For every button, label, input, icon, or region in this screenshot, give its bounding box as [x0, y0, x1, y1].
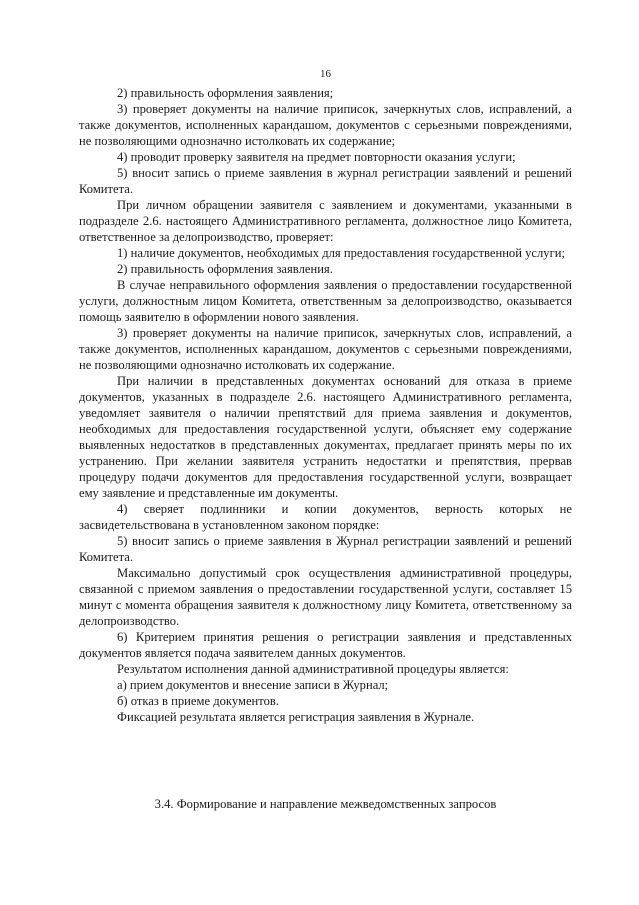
- paragraph: 3) проверяет документы на наличие приписок, зачеркнутых слов, исправлений, а также документов, исполненных карандашом, документов с серьезными повреждениями, не позволяющими однозначно истолковать их содержание;: [79, 102, 572, 148]
- paragraph: При наличии в представленных документах оснований для отказа в приеме документов, указанных в подразделе 2.6. настоящего Административного регламента, уведомляет заявителя о наличии препятствий для приема заявления и документов, необходимых для предоставления государственной услуги, объясняет ему содержание выявленных недостатков в представленных документах, предлагает принять меры по их устранению. При желании заявителя устранить недостатки и препятствия, прервав процедуру подачи документов для предоставления государственной услуги, возвращает ему заявление и представленные им документы.: [79, 374, 572, 500]
- paragraph: 2) правильность оформления заявления;: [117, 86, 334, 100]
- paragraph: Фиксацией результата является регистрация заявления в Журнале.: [117, 710, 475, 724]
- paragraph: 5) вносит запись о приеме заявления в журнал регистрации заявлений и решений Комитета.: [79, 166, 572, 196]
- paragraph: 1) наличие документов, необходимых для предоставления государственной услуги;: [117, 246, 565, 260]
- paragraph: 6) Критерием принятия решения о регистрации заявления и представленных документов является подача заявителем данных документов.: [79, 630, 572, 660]
- paragraph: При личном обращении заявителя с заявлением и документами, указанными в подразделе 2.6. настоящего Административного регламента, должностное лицо Комитета, ответственное за делопроизводство, проверяет:: [79, 198, 572, 244]
- paragraph: б) отказ в приеме документов.: [117, 694, 279, 708]
- paragraph: В случае неправильного оформления заявления о предоставлении государственной услуги, должностным лицом Комитета, ответственным за делопроизводство, оказывается помощь заявителю в оформлении нового заявления.: [79, 278, 572, 324]
- document-body: [79, 85, 572, 725]
- paragraph: 3) проверяет документы на наличие приписок, зачеркнутых слов, исправлений, а также документов, исполненных карандашом, документов с серьезными повреждениями, не позволяющими однозначно истолковать их содержание.: [79, 326, 572, 372]
- page-number: 16: [320, 68, 331, 80]
- paragraph: 4) сверяет подлинники и копии документов, верность которых не засвидетельствована в установленном законом порядке:: [79, 502, 572, 532]
- section-heading: 3.4. Формирование и направление межведомственных запросов: [154, 797, 497, 811]
- paragraph: 5) вносит запись о приеме заявления в Журнал регистрации заявлений и решений Комитета.: [79, 534, 572, 564]
- paragraph: Результатом исполнения данной административной процедуры является:: [117, 662, 509, 676]
- paragraph: 4) проводит проверку заявителя на предмет повторности оказания услуги;: [117, 150, 516, 164]
- paragraph: а) прием документов и внесение записи в Журнал;: [117, 678, 389, 692]
- paragraph: 2) правильность оформления заявления.: [117, 262, 333, 276]
- paragraph: Максимально допустимый срок осуществления административной процедуры, связанной с приемом заявления о предоставлении государственной услуги, составляет 15 минут с момента обращения заявителя к должностному лицу Комитета, ответственному за делопроизводство.: [79, 566, 572, 628]
